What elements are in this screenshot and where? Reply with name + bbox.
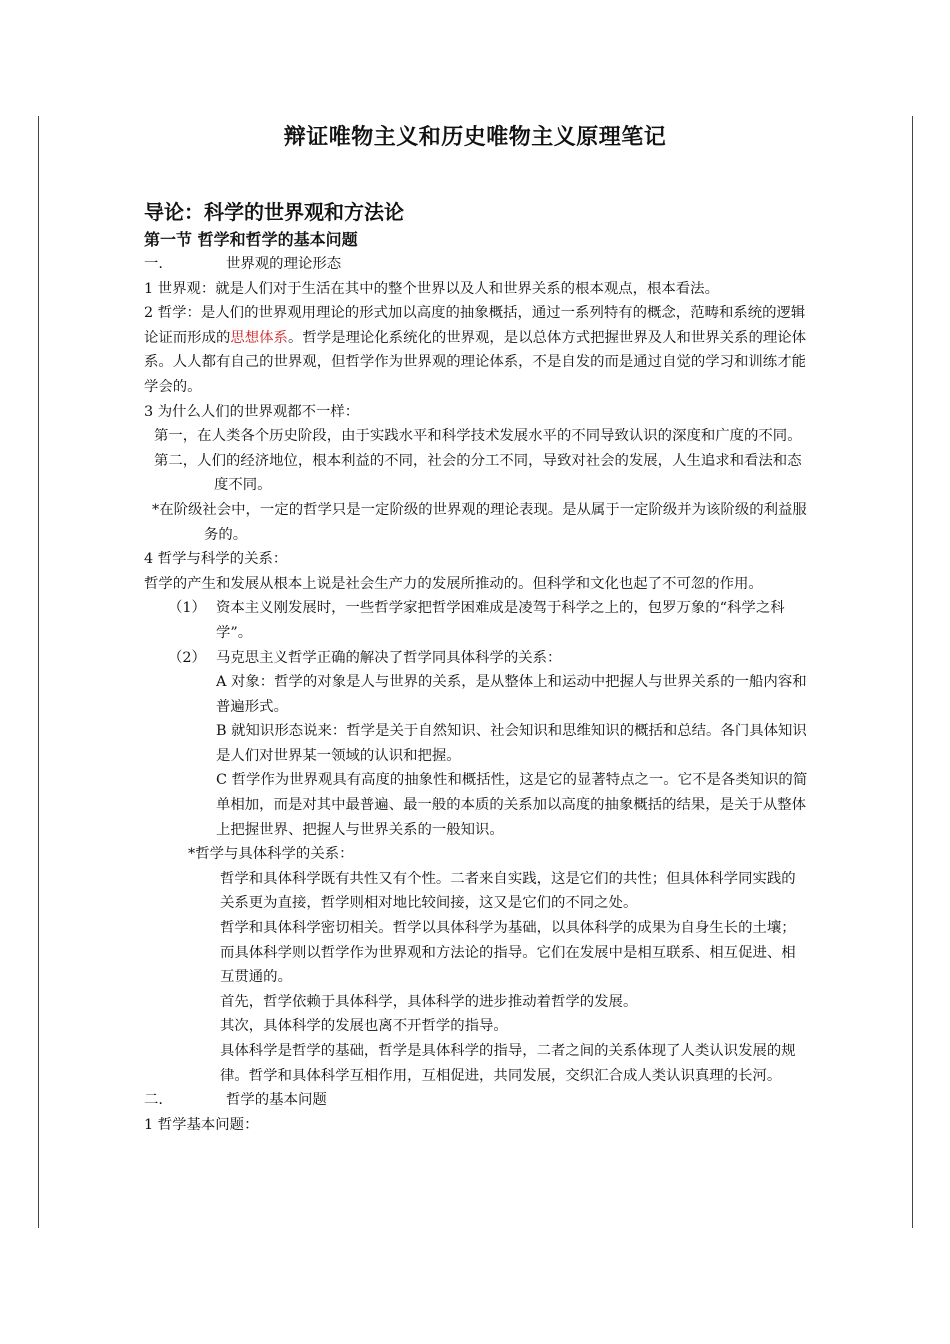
document-body <box>144 196 808 1137</box>
basis-paragraph: 具体科学是哲学的基础，哲学是具体科学的指导，二者之间的关系体现了人类认识发展的规律。哲学和具体科学互相作用，互相促进，共同发展，交织汇合成人类认识真理的长河。 <box>220 1043 796 1084</box>
philosophy-text-a: 2 哲学：是人们的世界观用理论的形式加以高度的抽象概括，通过一系列特有的概念，范畴和系统的逻辑论证而形成的 <box>144 305 806 346</box>
list-item-2-text: 马克思主义哲学正确的解决了哲学同具体科学的关系： <box>216 649 562 666</box>
science-relation-heading: *哲学与具体科学的关系： <box>188 846 354 863</box>
part-one-number: 一. <box>144 256 163 272</box>
highlighted-term: 思想体系 <box>230 329 288 346</box>
left-border-line <box>38 116 39 1228</box>
list-item-1-text: 资本主义刚发展时，一些哲学家把哲学困难成是凌驾于科学之上的，包罗万象的“科学之科学”。 <box>216 600 785 641</box>
worldview-definition: 1 世界观：就是人们对于生活在其中的整个世界以及人和世界关系的根本观点，根本看法。 <box>144 280 719 297</box>
part-two-label: 哲学的基本问题 <box>226 1092 327 1109</box>
relation-heading: 4 哲学与科学的关系： <box>144 551 288 568</box>
part-one-label: 世界观的理论形态 <box>226 256 342 272</box>
close-relation-paragraph: 哲学和具体科学密切相关。哲学以具体科学为基础，以具体科学的成果为自身生长的土壤；而具体科学则以哲学作为世界观和方法论的指导。它们在发展中是相互联系、相互促进、相互贯通的。 <box>220 920 796 986</box>
intro-heading: 导论：科学的世界观和方法论 <box>144 200 404 224</box>
part-one-heading <box>144 252 808 277</box>
reason-second: 第二，人们的经济地位，根本利益的不同，社会的分工不同，导致对社会的发展，人生追求和看法和态度不同。 <box>154 452 802 494</box>
list-item-1-number: （1） <box>168 600 206 617</box>
right-border-line <box>912 116 913 1228</box>
point-c: C 哲学作为世界观具有高度的抽象性和概括性，这是它的显著特点之一。它不是各类知识的简单相加，而是对其中最普遍、最一般的本质的关系加以高度的抽象概括的结果，是关于从整体上把握世界、把握人与世界关系的一般知识。 <box>216 772 808 838</box>
list-item-2 <box>144 646 808 671</box>
class-society-note: *在阶级社会中，一定的哲学只是一定阶级的世界观的理论表现。是从属于一定阶级并为该阶级的利益服务的。 <box>152 501 807 543</box>
basic-question-heading: 1 哲学基本问题： <box>144 1116 259 1133</box>
commonality-paragraph: 哲学和具体科学既有共性又有个性。二者来自实践，这是它们的共性；但具体科学同实践的关系更为直接，哲学则相对地比较间接，这又是它们的不同之处。 <box>220 870 796 912</box>
part-two-heading <box>144 1088 808 1113</box>
list-item-1 <box>144 596 808 645</box>
secondly-paragraph: 其次，具体科学的发展也离不开哲学的指导。 <box>220 1018 508 1035</box>
point-b: B 就知识形态说来：哲学是关于自然知识、社会知识和思维知识的概括和总结。各门具体知识是人们对世界某一领域的认识和把握。 <box>216 723 807 764</box>
philosophy-text-b: 。哲学是理论化系统化的世界观，是以总体方式把握世界及人和世界关系的理论体系。人人都有自己的世界观，但哲学作为世界观的理论体系，不是自发的而是通过自觉的学习和训练才能学会的。 <box>144 329 807 395</box>
list-item-2-number: （2） <box>168 649 206 666</box>
why-different-heading: 3 为什么人们的世界观都不一样： <box>144 403 360 420</box>
origin-paragraph: 哲学的产生和发展从根本上说是社会生产力的发展所推动的。但科学和文化也起了不可忽的作用。 <box>144 575 763 592</box>
philosophy-definition <box>144 301 808 399</box>
firstly-paragraph: 首先，哲学依赖于具体科学，具体科学的进步推动着哲学的发展。 <box>220 993 638 1010</box>
point-a: A 对象：哲学的对象是人与世界的关系，是从整体上和运动中把握人与世界关系的一船内容和普遍形式。 <box>216 674 807 715</box>
section-heading: 第一节 哲学和哲学的基本问题 <box>144 230 358 249</box>
page-title: 辩证唯物主义和历史唯物主义原理笔记 <box>283 125 667 150</box>
part-two-number: 二. <box>144 1092 163 1109</box>
reason-first: 第一，在人类各个历史阶段，由于实践水平和科学技术发展水平的不同导致认识的深度和广度的不同。 <box>154 428 802 445</box>
